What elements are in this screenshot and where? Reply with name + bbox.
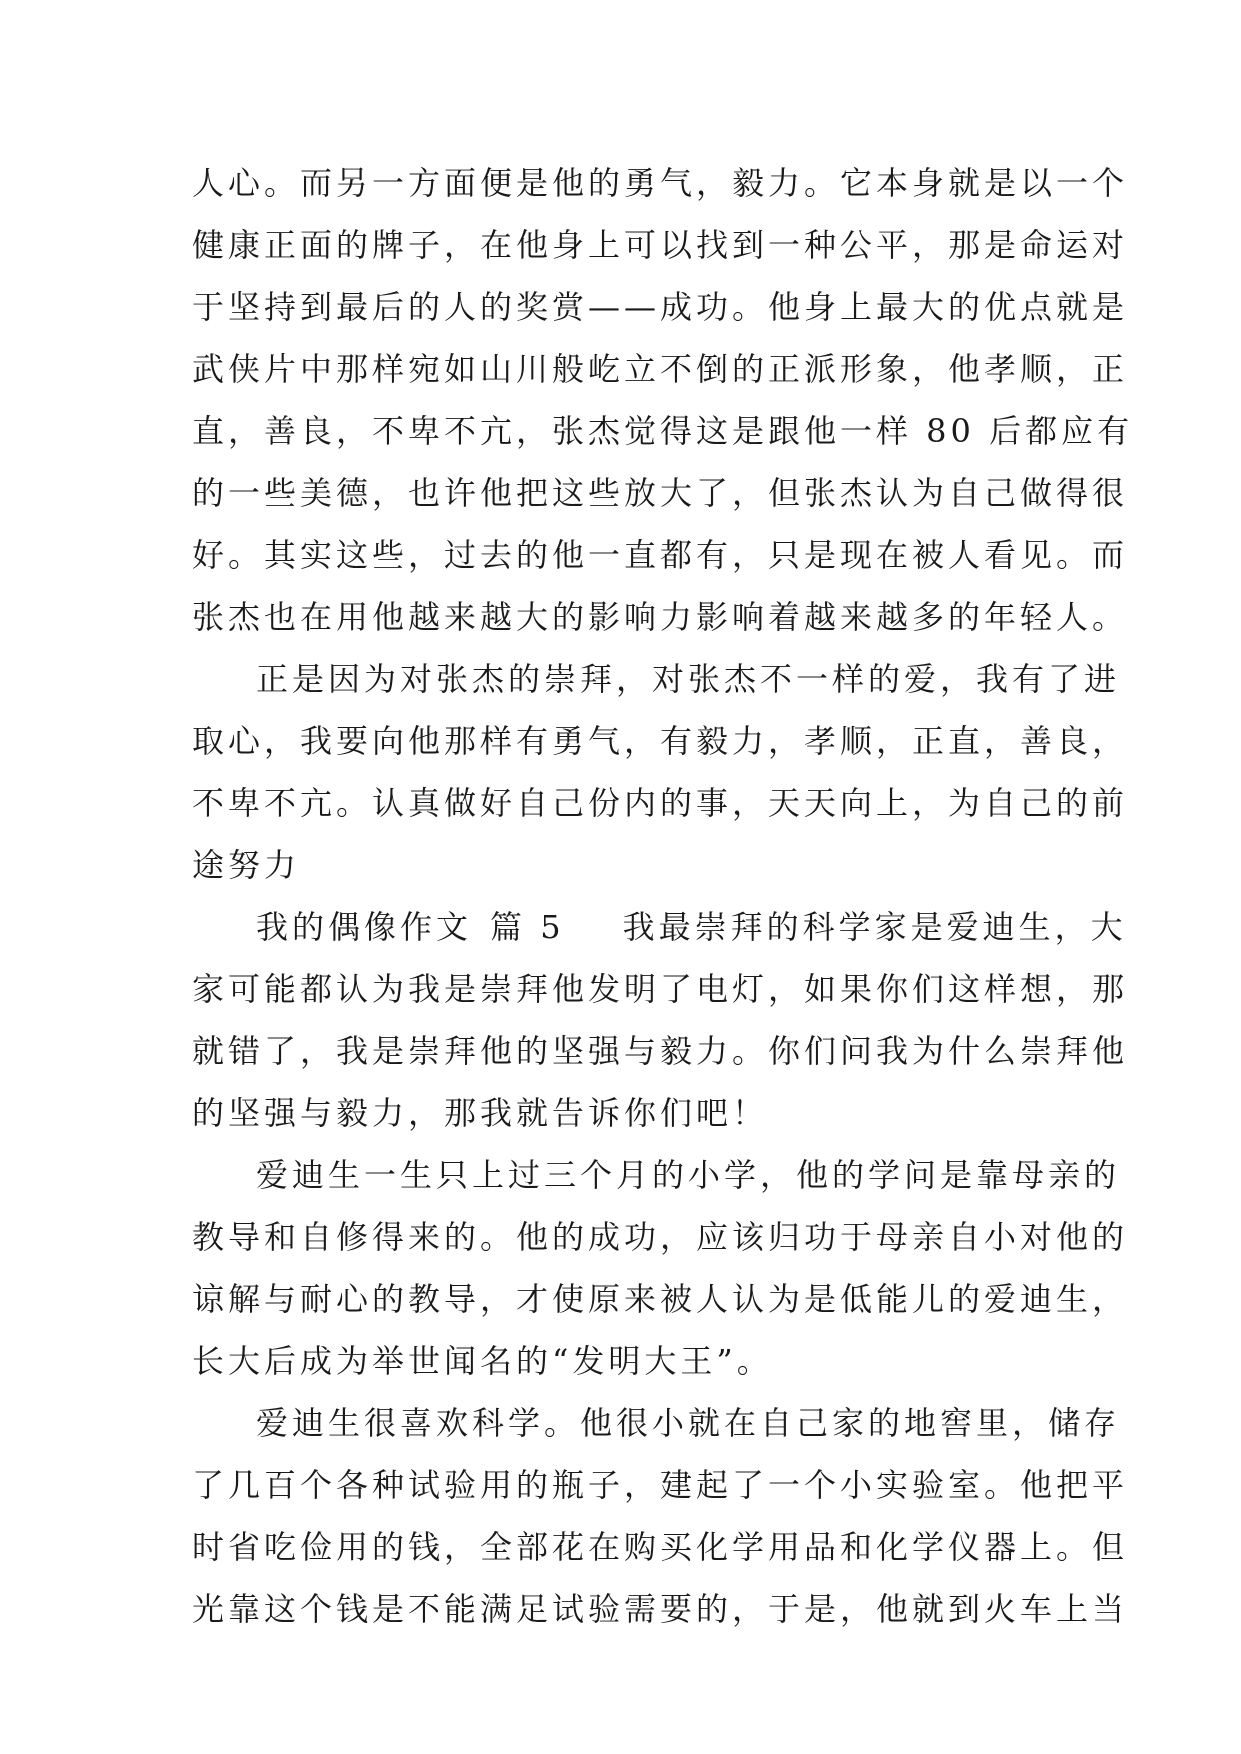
text-line: 的坚强与毅力，那我就告诉你们吧！	[192, 1094, 769, 1132]
text-line: 就错了，我是崇拜他的坚强与毅力。你们问我为什么崇拜他	[192, 1032, 1129, 1070]
document-body	[192, 152, 1134, 1640]
essay-title: 我的偶像作文	[256, 908, 473, 946]
text-line: 教导和自修得来的。他的成功，应该归功于母亲自小对他的	[192, 1218, 1129, 1256]
text-line: 人心。而另一方面便是他的勇气，毅力。它本身就是以一个	[192, 164, 1129, 202]
text-line: 谅解与耐心的教导，才使原来被人认为是低能儿的爱迪生，	[192, 1280, 1129, 1318]
text-line: 途努力	[192, 846, 301, 884]
text-line: 光靠这个钱是不能满足试验需要的，于是，他就到火车上当	[192, 1590, 1129, 1628]
text-line: 了几百个各种试验用的瓶子，建起了一个小实验室。他把平	[192, 1466, 1129, 1504]
text-line: 于坚持到最后的人的奖赏——成功。他身上最大的优点就是	[192, 288, 1129, 326]
text-line: 直，善良，不卑不亢，张杰觉得这是跟他一样 80 后都应有	[192, 412, 1134, 450]
section-number: 篇 5	[490, 908, 565, 946]
text-line: 不卑不亢。认真做好自己份内的事，天天向上，为自己的前	[192, 784, 1129, 822]
text-line: 取心，我要向他那样有勇气，有毅力，孝顺，正直，善良，	[192, 722, 1129, 760]
text-line: 家可能都认为我是崇拜他发明了电灯，如果你们这样想，那	[192, 970, 1129, 1008]
text-line: 长大后成为举世闻名的“发明大王”。	[192, 1342, 773, 1380]
paragraph-first-line: 正是因为对张杰的崇拜，对张杰不一样的爱，我有了进	[256, 660, 1121, 698]
text-line: 的一些美德，也许他把这些放大了，但张杰认为自己做得很	[192, 474, 1129, 512]
paragraph-first-line: 爱迪生一生只上过三个月的小学，他的学问是靠母亲的	[256, 1156, 1121, 1194]
text-line: 张杰也在用他越来越大的影响力影响着越来越多的年轻人。	[192, 598, 1129, 636]
text-line: 健康正面的牌子，在他身上可以找到一种公平，那是命运对	[192, 226, 1129, 264]
paragraph-first-line: 爱迪生很喜欢科学。他很小就在自己家的地窖里，储存	[256, 1404, 1121, 1442]
section-lead-text: 我最崇拜的科学家是爱迪生，大	[622, 908, 1127, 946]
text-line: 武侠片中那样宛如山川般屹立不倒的正派形象，他孝顺，正	[192, 350, 1129, 388]
text-line: 时省吃俭用的钱，全部花在购买化学用品和化学仪器上。但	[192, 1528, 1129, 1566]
section-heading-line	[192, 896, 1127, 958]
text-line: 好。其实这些，过去的他一直都有，只是现在被人看见。而	[192, 536, 1129, 574]
